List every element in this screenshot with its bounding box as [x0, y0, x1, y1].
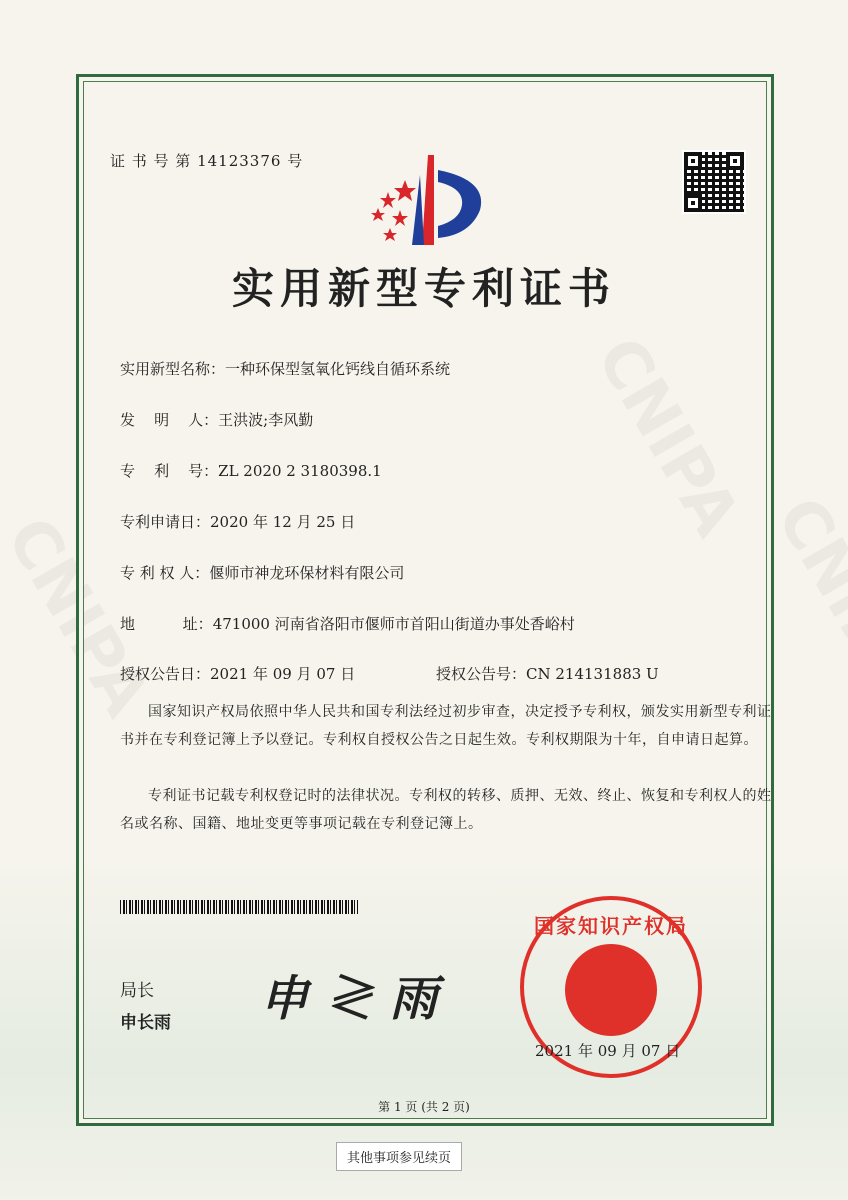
field-grant-date: 授权公告日：2021 年 09 月 07 日	[120, 665, 356, 683]
field-patent-number: 专 利 号：ZL 2020 2 3180398.1	[120, 462, 382, 480]
field-address: 地 址：471000 河南省洛阳市偃师市首阳山街道办事处香峪村	[120, 615, 575, 633]
field-inventor: 发 明 人：王洪波;李风勤	[120, 411, 314, 429]
seal-date: 2021 年 09 月 07 日	[535, 1042, 681, 1060]
national-emblem	[565, 944, 657, 1036]
signatory-name: 申长雨	[120, 1013, 171, 1033]
official-seal: 国家知识产权局	[520, 896, 702, 1078]
watermark	[762, 485, 848, 708]
page-title: 实用新型专利证书	[231, 264, 616, 313]
certificate-number: 证 书 号 第 14123376 号	[110, 152, 304, 170]
field-application-date: 专利申请日：2020 年 12 月 25 日	[120, 513, 356, 531]
field-patentee: 专 利 权 人：偃师市神龙环保材料有限公司	[120, 564, 405, 582]
signature: 申 ≷ 雨	[260, 971, 438, 1027]
cnipa-logo	[360, 150, 490, 250]
paragraph: 国家知识产权局依照中华人民共和国专利法经过初步审查，决定授予专利权，颁发实用新型专利证书并在专利登记簿上予以登记。专利权自授权公告之日起生效。专利权期限为十年，自申请日起算。	[120, 704, 772, 748]
field-utility-model-name: 实用新型名称：一种环保型氢氧化钙线自循环系统	[120, 360, 451, 378]
signatory-role: 局长	[120, 981, 154, 1001]
qr-code	[682, 150, 746, 214]
footer-note: 其他事项参见续页	[336, 1142, 462, 1171]
page-indicator: 第 1 页 (共 2 页)	[378, 1100, 470, 1114]
paragraph: 专利证书记载专利权登记时的法律状况。专利权的转移、质押、无效、终止、恢复和专利权人的姓名或名称、国籍、地址变更等事项记载在专利登记簿上。	[120, 788, 772, 832]
barcode	[120, 900, 358, 914]
field-announcement-number: 授权公告号：CN 214131883 U	[436, 665, 659, 683]
